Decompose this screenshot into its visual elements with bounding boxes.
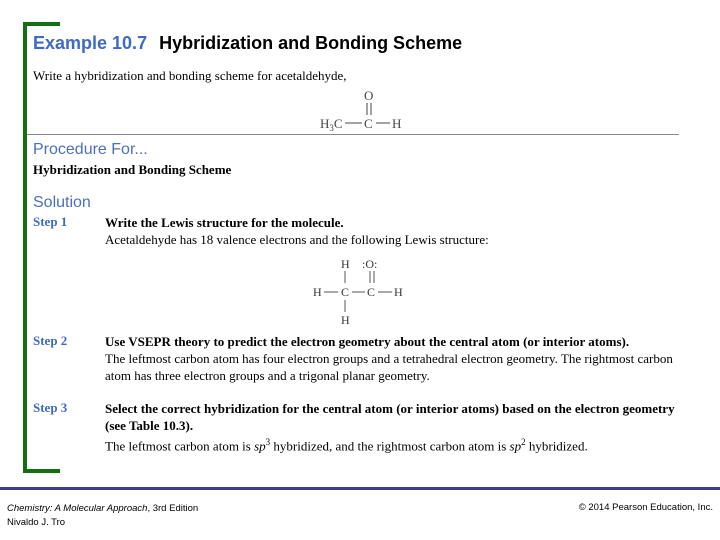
book-author: Nivaldo J. Tro	[7, 517, 66, 528]
problem-prompt: Write a hybridization and bonding scheme for acetaldehyde,	[33, 68, 347, 83]
solution-heading: Solution	[33, 194, 91, 211]
green-bracket-vertical	[23, 22, 27, 473]
step-1-detail: Acetaldehyde has 18 valence electrons and the following Lewis structure:	[105, 232, 489, 247]
acetaldehyde-condensed-structure	[318, 86, 408, 132]
example-number: Example 10.7	[33, 33, 148, 53]
green-bracket-top	[23, 22, 60, 26]
step-3-instruction: Select the correct hybridization for the central atom (or interior atoms) based on the electron geometry (see Table 10.3).	[105, 401, 675, 433]
example-title: Hybridization and Bonding Scheme	[159, 33, 463, 53]
svg-text::O:: :O:	[362, 257, 378, 271]
step-2-label: Step 2	[33, 333, 68, 348]
acetaldehyde-lewis-structure	[310, 254, 410, 328]
book-title: Chemistry: A Molecular Approach	[7, 503, 148, 514]
green-bracket-bottom	[23, 469, 60, 473]
footer-copyright: © 2014 Pearson Education, Inc.	[578, 502, 713, 513]
svg-text:H3C: $H_3C$	[320, 116, 343, 132]
svg-text:H: H	[341, 313, 350, 327]
svg-text:C: C	[341, 285, 350, 299]
svg-text:H: H	[394, 285, 403, 299]
section-divider	[27, 134, 679, 135]
step-3-label: Step 3	[33, 400, 68, 415]
book-edition: , 3rd Edition	[147, 503, 199, 514]
step-3-body	[105, 400, 695, 454]
step-2-body	[105, 333, 695, 384]
procedure-heading: Procedure For...	[33, 141, 148, 158]
step-1-label: Step 1	[33, 214, 68, 229]
page-title	[33, 33, 462, 54]
step-3-detail: The leftmost carbon atom is $sp^3$ hybridized, and the rightmost carbon atom is $sp^2$ hybridized.	[105, 437, 588, 454]
svg-text:H: H	[341, 257, 350, 271]
step-1-instruction: Write the Lewis structure for the molecule.	[105, 215, 344, 230]
procedure-subtitle: Hybridization and Bonding Scheme	[33, 162, 232, 177]
step-1-body	[105, 214, 695, 248]
footer-citation	[7, 502, 198, 530]
footer-rule	[0, 487, 720, 490]
svg-text:H: H	[392, 116, 402, 131]
step-2-instruction: Use VSEPR theory to predict the electron geometry about the central atom (or interior atoms).	[105, 334, 630, 349]
svg-text:C: C	[367, 285, 376, 299]
svg-text:O: O	[364, 88, 374, 103]
svg-text:H: H	[313, 285, 322, 299]
svg-text:C: C	[364, 116, 373, 131]
step-2-detail: The leftmost carbon atom has four electron groups and a tetrahedral electron geometry. The rightmost carbon atom has three electron groups and a trigonal planar geometry.	[105, 351, 673, 383]
